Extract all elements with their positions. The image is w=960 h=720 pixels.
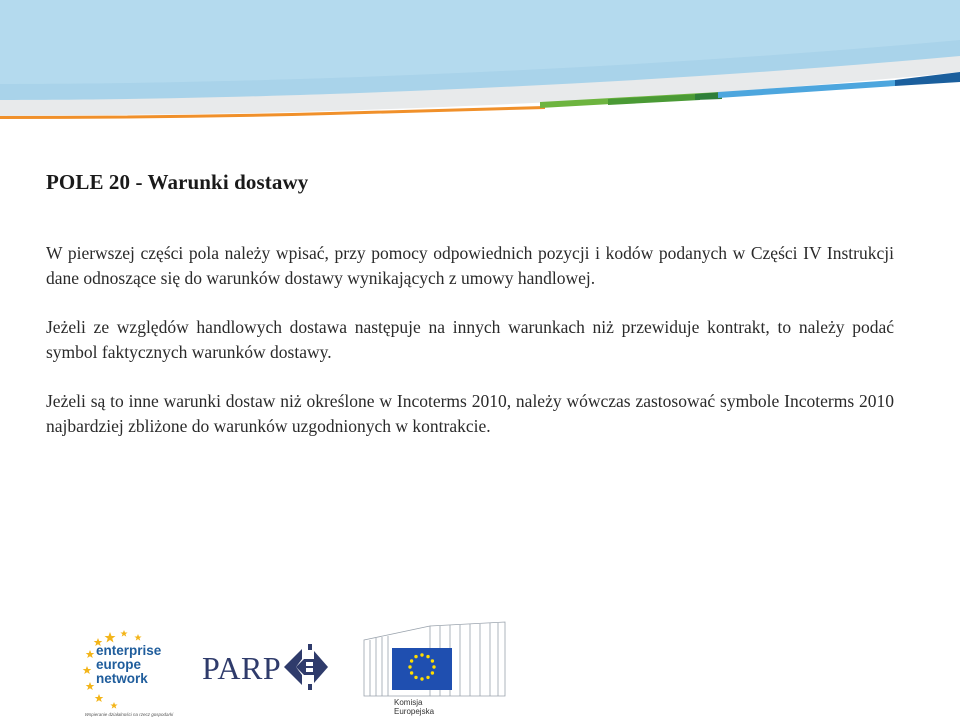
- paragraph-3: Jeżeli są to inne warunki dostaw niż określone w Incoterms 2010, należy wówczas zastosować symbole Incoterms 2010 najbardziej zbliżone do warunków uzgodnionych w kontrakcie.: [46, 391, 894, 436]
- een-wordmark: [96, 644, 186, 686]
- parp-wordmark: PARP: [202, 650, 282, 686]
- enterprise-europe-network-logo: [82, 626, 182, 720]
- slide-content: [46, 170, 894, 463]
- ec-line-1: Komisja: [394, 698, 423, 707]
- paragraph-2: Jeżeli ze względów handlowych dostawa następuje na innych warunkach niż przewiduje kontrakt, to należy podać symbol faktycznych warunków dostawy.: [46, 317, 894, 362]
- ec-line-2: Europejska: [394, 707, 435, 716]
- slide-heading: POLE 20 - Warunki dostawy: [46, 170, 309, 194]
- paragraph-1: W pierwszej części pola należy wpisać, przy pomocy odpowiednich pozycji i kodów podanych w Części IV Instrukcji dane odnoszące się do warunków dostawy wynikających z umowy handlowej.: [46, 243, 894, 288]
- een-line-1: enterprise: [96, 643, 162, 658]
- berlaymont-building-icon: [360, 618, 510, 698]
- european-commission-logo: [360, 618, 510, 720]
- footer-logos: [0, 612, 960, 720]
- ec-label: [394, 698, 434, 716]
- een-tagline: Wspieranie działalności na rzecz gospodarki: [84, 712, 174, 717]
- een-line-2: europe: [96, 657, 142, 672]
- parp-arrow-icon: [282, 642, 330, 692]
- een-line-3: network: [96, 671, 148, 686]
- header-decoration: [0, 0, 960, 140]
